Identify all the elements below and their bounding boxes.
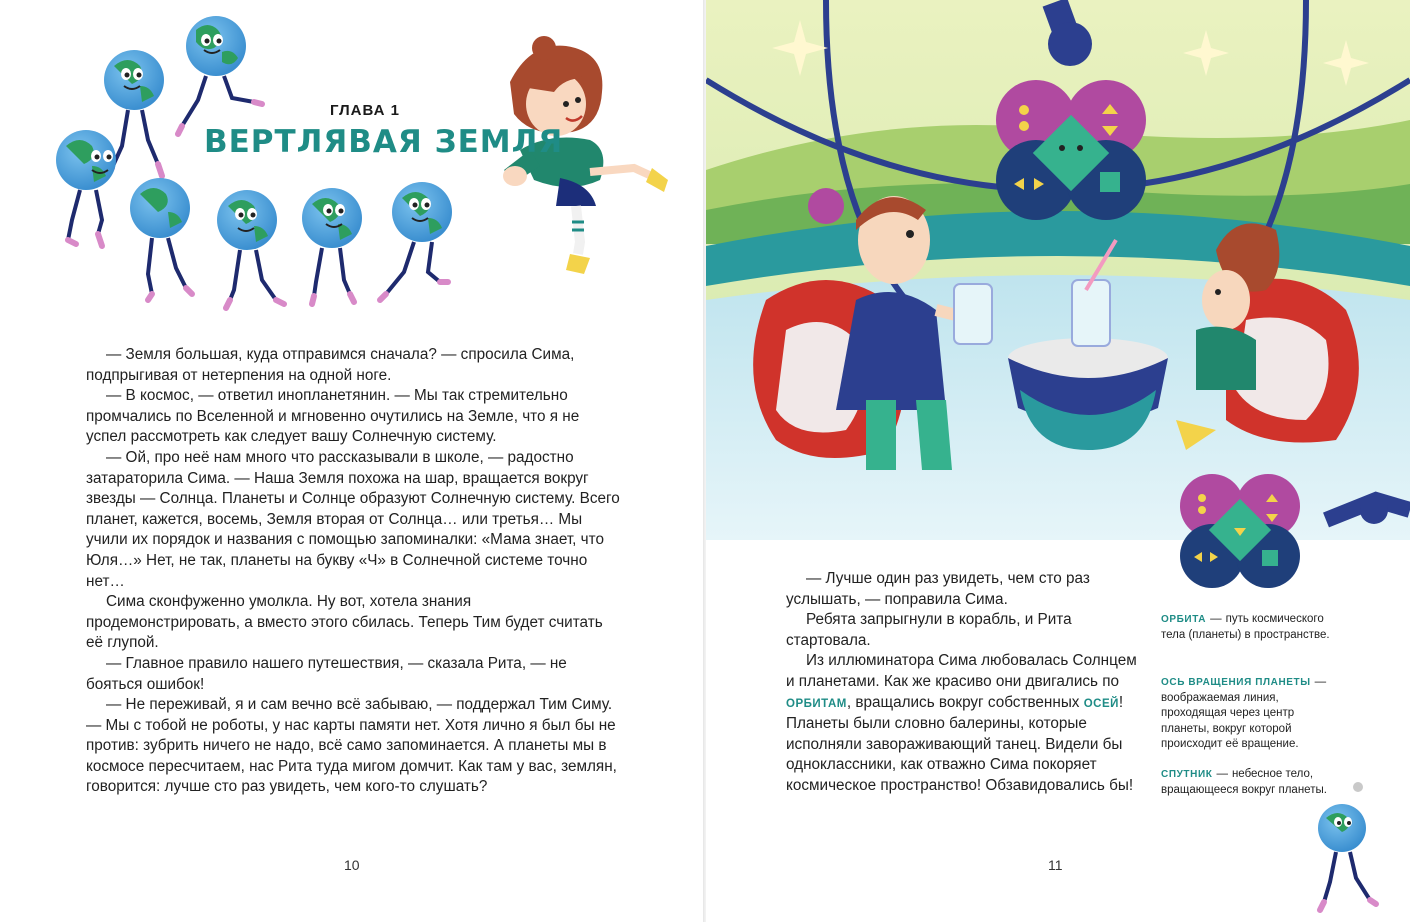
- paragraph-text: , вращались вокруг собственных: [846, 693, 1084, 711]
- paragraph: — Лучше один раз увидеть, чем сто раз услышать, — поправила Сима.: [786, 570, 1090, 608]
- glossary-entry: СПУТНИК — небесное тело, вращающееся вокруг планеты.: [1161, 768, 1327, 796]
- page-number-left: 10: [344, 857, 360, 873]
- glossary-term-axes: ОСЕЙ: [1083, 697, 1119, 710]
- earth-character-4: [130, 178, 192, 300]
- paragraph: — Ой, про неё нам много что рассказывали в школе, — радостно затараторила Сима. — Наша Земля похожа на шар, вращается вокруг звезды — Солнца. Планеты и Солнце образуют Солнечную систему. Всего планет, кажется, восемь, Земля вторая от Солнца… или третья… Мы учили их порядок и названия с помощью запоминалки: «Мама знает, что Юля…» Нет, не так, планеты на букву «Ч» в Солнечной системе точно нет…: [86, 448, 620, 590]
- paragraph: — Земля большая, куда отправимся сначала? — спросила Сима, подпрыгивая от нетерпения на одной ноге.: [86, 346, 575, 384]
- glossary-entry: ОРБИТА — путь космического тела (планеты) в пространстве.: [1161, 613, 1330, 641]
- glossary-term-orbits: ОРБИТАМ: [786, 697, 847, 710]
- chapter-title: ВЕРТЛЯВАЯ ЗЕМЛЯ: [204, 124, 564, 160]
- glossary-term: СПУТНИК: [1161, 769, 1213, 780]
- paragraph: Ребята запрыгнули в корабль, и Рита стартовала.: [786, 611, 1072, 649]
- paragraph-text: ! Планеты были словно балерины, которые исполняли завораживающий танец. Видели бы одноклассники, как отважно Сима покоряет космическое пространство! Обзавидовались бы!: [786, 693, 1134, 794]
- paragraph-text: Из иллюминатора Сима любовалась Солнцем и планетами. Как же красиво они двигались по: [786, 652, 1137, 690]
- earth-character-7: [380, 182, 452, 300]
- page-number-right: 11: [1048, 857, 1063, 873]
- glossary-term: ОРБИТА: [1161, 614, 1207, 625]
- earth-character-6: [302, 188, 362, 304]
- glossary-entry: ОСЬ ВРАЩЕНИЯ ПЛАНЕТЫ —воображаемая линия, проходящая через центр планеты, вокруг которой происходит её вращение.: [1161, 676, 1327, 751]
- right-page: [706, 0, 1410, 922]
- right-body-text: [786, 569, 1140, 797]
- left-body-text: [86, 345, 622, 798]
- earth-character-small: [1318, 804, 1376, 910]
- paragraph: — В космос, — ответил инопланетянин. — Мы так стремительно промчались по Вселенной и мгновенно очутились на Земле, что я не успел рассмотреть как следует вашу Солнечную систему.: [86, 387, 580, 446]
- left-page: [0, 0, 704, 922]
- glossary-definition: путь космического тела (планеты) в пространстве.: [1161, 613, 1330, 641]
- earth-character-5: [217, 190, 284, 308]
- earth-character-1: [178, 16, 262, 134]
- glossary-definition: воображаемая линия, проходящая через центр планеты, вокруг которой происходит её вращение.: [1161, 691, 1299, 751]
- glossary-term: ОСЬ ВРАЩЕНИЯ ПЛАНЕТЫ: [1161, 677, 1311, 688]
- paragraph: Сима сконфуженно умолкла. Ну вот, хотела знания продемонстрировать, а вместо этого сбилась. Теперь Тим будет считать её глупой.: [86, 593, 603, 652]
- paragraph: — Не переживай, я и сам вечно всё забываю, — поддержал Тим Симу. — Мы с тобой не роботы, у нас карты памяти нет. Хотя лично я был бы не против: зубрить ничего не надо, всё само запоминается. А планеты мы в космосе пересчитаем, нас Рита туда мигом домчит. Как там у вас, землян, говорится: лучше сто раз увидеть, чем кого-то слушать?: [86, 696, 617, 796]
- paragraph: — Главное правило нашего путешествия, — сказала Рита, — не бояться ошибок!: [86, 654, 567, 693]
- robot-control-pad-top: [996, 80, 1146, 220]
- earth-character-3: [56, 130, 116, 246]
- paragraph: [786, 651, 1140, 796]
- chapter-label: ГЛАВА 1: [330, 102, 400, 119]
- glossary-definition: небесное тело, вращающееся вокруг планеты.: [1161, 768, 1327, 796]
